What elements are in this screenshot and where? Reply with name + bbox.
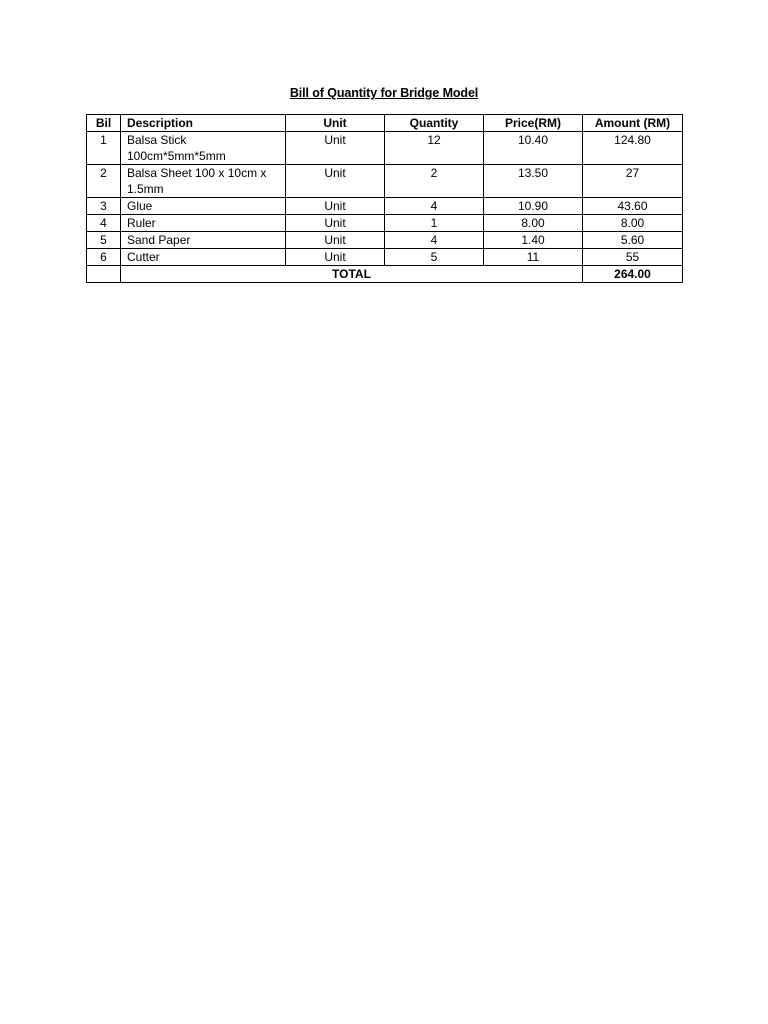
table-row: [87, 165, 683, 198]
table-row: [87, 198, 683, 215]
description-line: Balsa Sheet 100 x 10cm x: [127, 166, 267, 180]
table-row: [87, 215, 683, 232]
cell-bil: 4: [87, 215, 121, 232]
cell-quantity: 4: [385, 198, 484, 215]
cell-bil: 1: [87, 132, 121, 165]
description-line: 100cm*5mm*5mm: [127, 149, 226, 163]
cell-price: 11: [484, 249, 583, 266]
cell-price: 10.40: [484, 132, 583, 165]
cell-price: 10.90: [484, 198, 583, 215]
header-quantity: Quantity: [385, 115, 484, 132]
cell-quantity: 4: [385, 232, 484, 249]
cell-unit: Unit: [286, 232, 385, 249]
cell-quantity: 12: [385, 132, 484, 165]
cell-description: Glue: [121, 198, 286, 215]
cell-bil: 5: [87, 232, 121, 249]
cell-price: 13.50: [484, 165, 583, 198]
cell-unit: Unit: [286, 198, 385, 215]
cell-price: 1.40: [484, 232, 583, 249]
header-price: Price(RM): [484, 115, 583, 132]
cell-quantity: 1: [385, 215, 484, 232]
table-row: [87, 132, 683, 165]
cell-quantity: 2: [385, 165, 484, 198]
header-amount: Amount (RM): [583, 115, 683, 132]
cell-unit: Unit: [286, 132, 385, 165]
bill-of-quantity-table: [86, 114, 683, 283]
header-unit: Unit: [286, 115, 385, 132]
cell-price: 8.00: [484, 215, 583, 232]
total-row: [87, 266, 683, 283]
cell-unit: Unit: [286, 249, 385, 266]
table-row: [87, 232, 683, 249]
description-line: Balsa Stick: [127, 133, 187, 147]
cell-amount: 55: [583, 249, 683, 266]
cell-description: [121, 165, 286, 198]
cell-description: Ruler: [121, 215, 286, 232]
total-amount: 264.00: [583, 266, 683, 283]
total-label: TOTAL: [121, 266, 583, 283]
total-empty-cell: [87, 266, 121, 283]
cell-amount: 5.60: [583, 232, 683, 249]
table-header-row: [87, 115, 683, 132]
cell-unit: Unit: [286, 215, 385, 232]
cell-amount: 43.60: [583, 198, 683, 215]
header-description: Description: [121, 115, 286, 132]
cell-description: Cutter: [121, 249, 286, 266]
cell-amount: 8.00: [583, 215, 683, 232]
cell-description: [121, 132, 286, 165]
cell-bil: 2: [87, 165, 121, 198]
document-title: Bill of Quantity for Bridge Model: [289, 86, 479, 100]
description-line: 1.5mm: [127, 182, 164, 196]
cell-bil: 3: [87, 198, 121, 215]
header-bil: Bil: [87, 115, 121, 132]
cell-bil: 6: [87, 249, 121, 266]
cell-amount: 124.80: [583, 132, 683, 165]
cell-quantity: 5: [385, 249, 484, 266]
cell-unit: Unit: [286, 165, 385, 198]
cell-description: Sand Paper: [121, 232, 286, 249]
table-row: [87, 249, 683, 266]
cell-amount: 27: [583, 165, 683, 198]
